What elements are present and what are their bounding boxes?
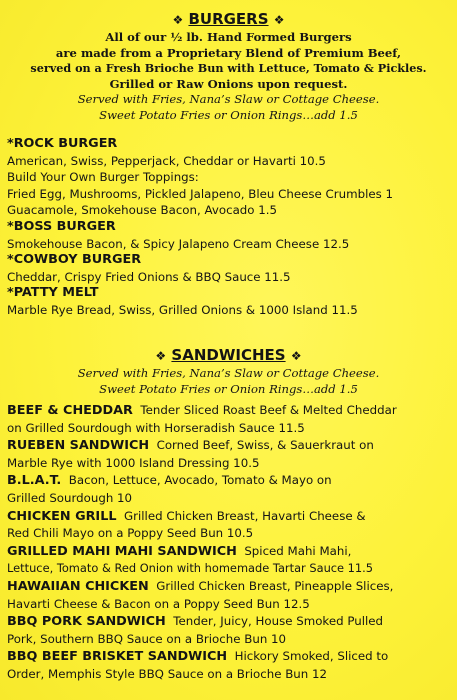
menu-item-blat — [7, 472, 453, 507]
item-desc: Pork, Southern BBQ Sauce on a Brioche Bun 10 — [7, 631, 287, 646]
item-name: *COWBOY BURGER — [7, 252, 142, 268]
menu-item-bbq-pork — [7, 613, 453, 648]
sandwiches-section — [0, 346, 457, 397]
burgers-sides-line: Sweet Potato Fries or Onion Rings…add 1.5 — [99, 107, 358, 122]
item-desc: on Grilled Sourdough with Horseradish Sauce 11.5 — [7, 420, 305, 435]
item-desc: Cheddar, Crispy Fried Onions & BBQ Sauce 11.5 — [7, 269, 291, 284]
burgers-section — [0, 10, 457, 123]
diamond-icon: ❖ — [290, 349, 302, 363]
item-desc: Fried Egg, Mushrooms, Pickled Jalapeno, Bleu Cheese Crumbles 1 — [7, 186, 394, 201]
item-name: HAWAIIAN CHICKEN — [7, 578, 149, 594]
item-name: *BOSS BURGER — [7, 218, 116, 234]
item-desc: Havarti Cheese & Bacon on a Poppy Seed Bun 12.5 — [7, 596, 310, 611]
item-desc: Order, Memphis Style BBQ Sauce on a Brioche Bun 12 — [7, 666, 328, 681]
menu-item-rock-burger — [7, 136, 453, 219]
item-desc: Grilled Chicken Breast, Pineapple Slices, — [156, 578, 394, 593]
menu-item-boss-burger — [7, 219, 453, 252]
menu-item-cowboy-burger — [7, 252, 453, 285]
menu-item-beef-cheddar — [7, 402, 453, 437]
item-desc: Corned Beef, Swiss, & Sauerkraut on — [156, 438, 374, 453]
item-desc: Tender Sliced Roast Beef & Melted Cheddar — [140, 403, 397, 417]
menu-item-chicken-grill — [7, 508, 453, 543]
item-desc: Smokehouse Bacon, & Spicy Jalapeno Cream Cheese 12.5 — [7, 236, 350, 251]
menu-item-patty-melt — [7, 285, 453, 318]
burgers-intro-line: All of our ½ lb. Hand Formed Burgers — [105, 30, 352, 44]
item-desc: Red Chili Mayo on a Poppy Seed Bun 10.5 — [7, 526, 254, 541]
item-name: B.L.A.T. — [7, 473, 62, 489]
item-name: *ROCK BURGER — [7, 136, 118, 151]
burgers-items — [0, 136, 457, 319]
sandwiches-title: SANDWICHES — [171, 346, 286, 364]
item-desc: Tender, Juicy, House Smoked Pulled — [173, 614, 384, 629]
item-desc: Spiced Mahi Mahi, — [244, 543, 352, 558]
diamond-icon: ❖ — [155, 349, 167, 363]
burgers-intro-line: served on a Fresh Brioche Bun with Lettuce, Tomato & Pickles. — [30, 61, 427, 75]
sandwiches-heading — [0, 346, 457, 365]
item-name: BEEF & CHEDDAR — [7, 403, 133, 418]
sandwiches-items — [0, 402, 457, 684]
item-desc: Bacon, Lettuce, Avocado, Tomato & Mayo on — [68, 473, 332, 488]
burgers-sides-line: Served with Fries, Nana’s Slaw or Cottage Cheese. — [77, 92, 380, 106]
burgers-title: BURGERS — [188, 10, 269, 28]
burgers-intro-line: are made from a Proprietary Blend of Premium Beef, — [55, 45, 402, 60]
item-name: *PATTY MELT — [7, 285, 99, 301]
item-desc: Marble Rye Bread, Swiss, Grilled Onions & 1000 Island 11.5 — [7, 302, 358, 317]
menu-item-hawaiian-chicken — [7, 578, 453, 613]
item-desc: Marble Rye with 1000 Island Dressing 10.5 — [7, 455, 260, 470]
item-name: BBQ BEEF BRISKET SANDWICH — [7, 649, 228, 665]
item-desc: Grilled Chicken Breast, Havarti Cheese & — [124, 508, 366, 523]
item-desc: Lettuce, Tomato & Red Onion with homemade Tartar Sauce 11.5 — [7, 561, 374, 576]
burgers-intro-line: Grilled or Raw Onions upon request. — [109, 76, 348, 91]
item-name: CHICKEN GRILL — [7, 508, 117, 524]
item-name: RUEBEN SANDWICH — [7, 438, 150, 454]
item-desc: Build Your Own Burger Toppings: — [7, 170, 199, 185]
menu-item-grilled-mahi-mahi — [7, 543, 453, 578]
item-desc: Guacamole, Smokehouse Bacon, Avocado 1.5 — [7, 203, 278, 218]
item-name: BBQ PORK SANDWICH — [7, 614, 166, 630]
menu-item-rueben-sandwich — [7, 437, 453, 472]
sandwiches-sides-line: Sweet Potato Fries or Onion Rings…add 1.5 — [99, 381, 358, 396]
item-desc: Grilled Sourdough 10 — [7, 490, 133, 505]
sandwiches-sides-line: Served with Fries, Nana’s Slaw or Cottage Cheese. — [77, 366, 380, 380]
item-desc: Hickory Smoked, Sliced to — [234, 649, 389, 664]
menu-item-bbq-beef-brisket — [7, 648, 453, 683]
burgers-heading — [0, 10, 457, 29]
item-name: GRILLED MAHI MAHI SANDWICH — [7, 543, 237, 559]
diamond-icon: ❖ — [172, 13, 184, 27]
diamond-icon: ❖ — [273, 13, 285, 27]
item-desc: American, Swiss, Pepperjack, Cheddar or Havarti 10.5 — [7, 153, 326, 168]
